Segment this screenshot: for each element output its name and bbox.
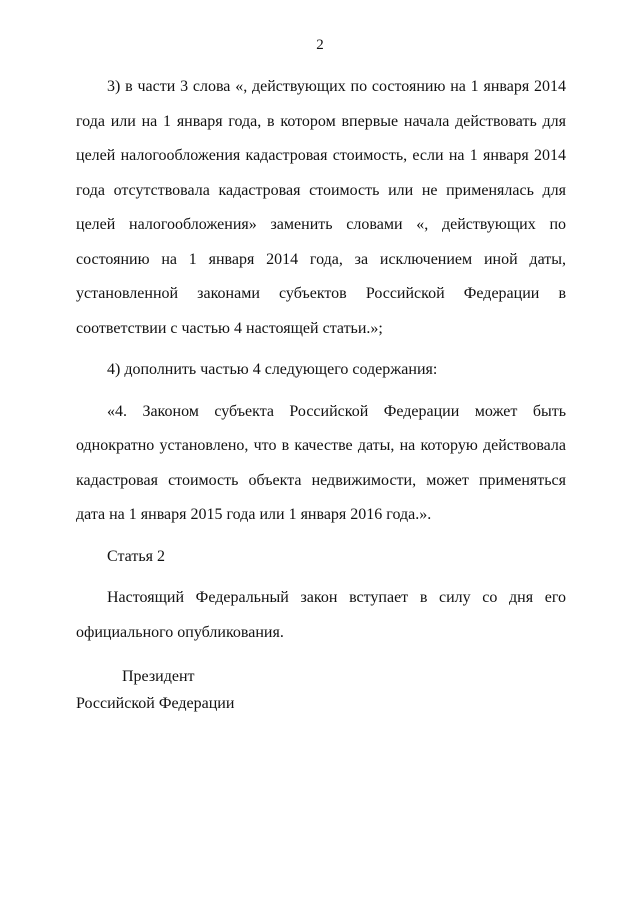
signature-organization: Российской Федерации bbox=[76, 695, 235, 712]
article-heading: Статья 2 bbox=[107, 547, 165, 565]
paragraph-article-2-text: Настоящий Федеральный закон вступает в силу со дня его официального опубликования. bbox=[76, 589, 566, 641]
page-number: 2 bbox=[316, 37, 324, 53]
paragraph-item-3: 3) в части 3 слова «, действующих по состоянию на 1 января 2014 года или на 1 января года, в котором впервые начала действовать для целей налогообложения кадастровая стоимость, если на 1 января 2014 года отсутствовала кадастровая стоимость или не применялась для целей налогообложения» заменить словами «, действующих по состоянию на 1 января 2014 года, за исключением иной даты, установленной законами субъектов Российской Федерации в соответствии с частью 4 настоящей статьи.»; bbox=[76, 78, 566, 337]
signature-title: Президент bbox=[122, 668, 195, 685]
paragraph-part-4-text: «4. Законом субъекта Российской Федерации может быть однократно установлено, что в качестве даты, на которую действовала кадастровая стоимость объекта недвижимости, может применяться дата на 1 января 2015 года или 1 января 2016 года.». bbox=[76, 402, 566, 523]
document-body bbox=[76, 70, 566, 650]
paragraph-item-4: 4) дополнить частью 4 следующего содержания: bbox=[107, 361, 438, 378]
signature-block bbox=[76, 663, 234, 717]
